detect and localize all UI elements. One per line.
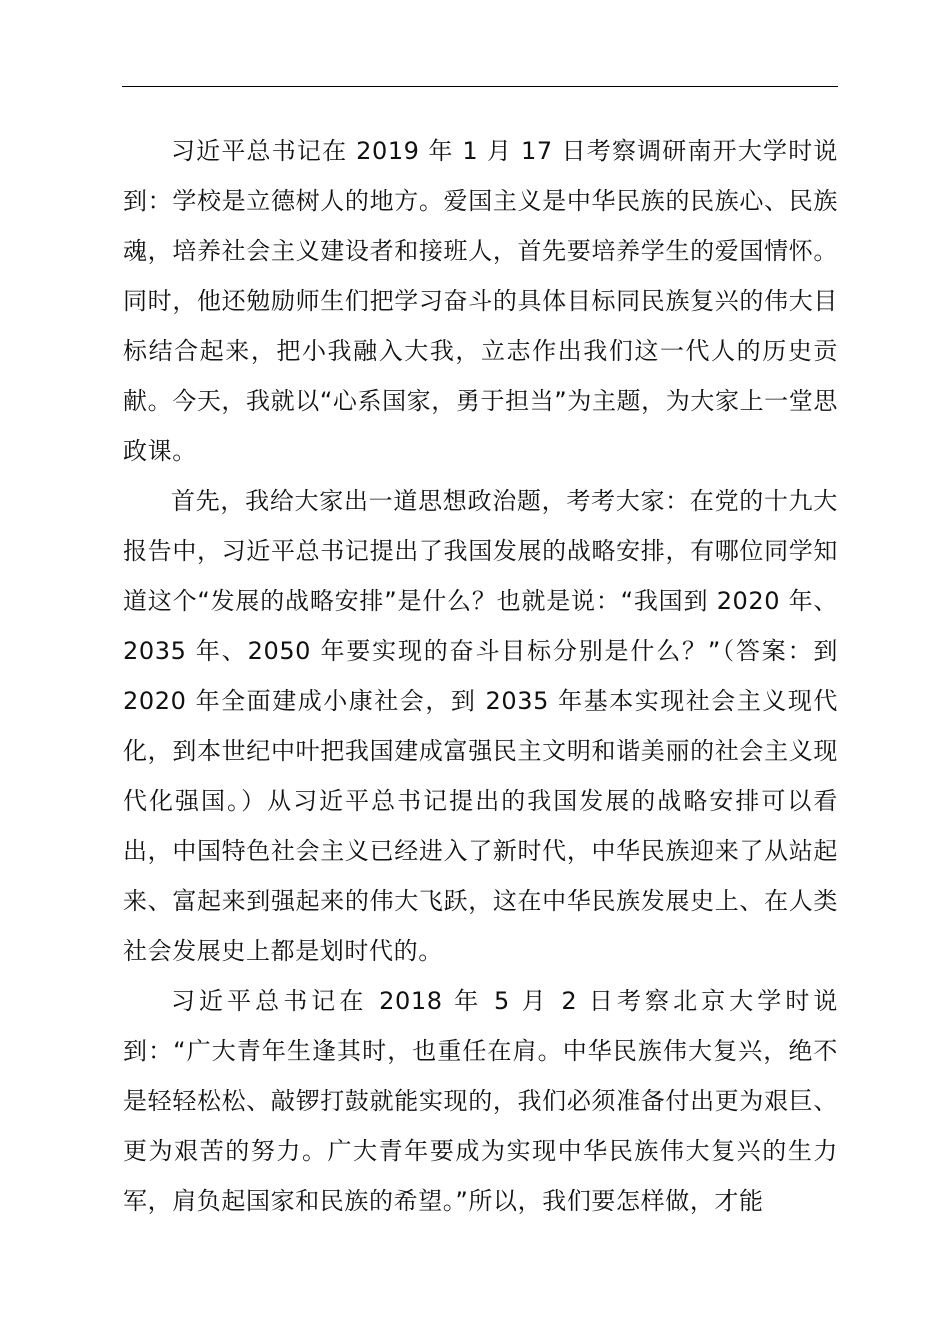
paragraph-3: 习近平总书记在 2018 年 5 月 2 日考察北京大学时说到：“广大青年生逢其时，也重任在肩。中华民族伟大复兴，绝不是轻轻松松、敲锣打鼓就能实现的，我们必须准备付出更为艰巨、更为艰苦的努力。广大青年要成为实现中华民族伟大复兴的生力军，肩负起国家和民族的希望。”所以，我们要怎样做，才能 bbox=[123, 987, 838, 1215]
header-rule bbox=[122, 86, 838, 87]
paragraph-2: 首先，我给大家出一道思想政治题，考考大家：在党的十九大报告中，习近平总书记提出了我国发展的战略安排，有哪位同学知道这个“发展的战略安排”是什么？也就是说：“我国到 2020 年、2035 年、2050 年要实现的奋斗目标分别是什么？”（答案：到 2020 年全面建成小康社会，到 2035 年基本实现社会主义现代化，到本世纪中叶把我国建成富强民主文明和谐美丽的社会主义现代化强国。）从习近平总书记提出的我国发展的战略安排可以看出，中国特色社会主义已经进入了新时代，中华民族迎来了从站起来、富起来到强起来的伟大飞跃，这在中华民族发展史上、在人类社会发展史上都是划时代的。 bbox=[123, 487, 838, 965]
paragraph-1: 习近平总书记在 2019 年 1 月 17 日考察调研南开大学时说到：学校是立德树人的地方。爱国主义是中华民族的民族心、民族魂，培养社会主义建设者和接班人，首先要培养学生的爱国情怀。同时，他还勉励师生们把学习奋斗的具体目标同民族复兴的伟大目标结合起来，把小我融入大我，立志作出我们这一代人的历史贡献。今天，我就以“心系国家，勇于担当”为主题，为大家上一堂思政课。 bbox=[123, 137, 838, 465]
document-body bbox=[123, 126, 838, 1226]
